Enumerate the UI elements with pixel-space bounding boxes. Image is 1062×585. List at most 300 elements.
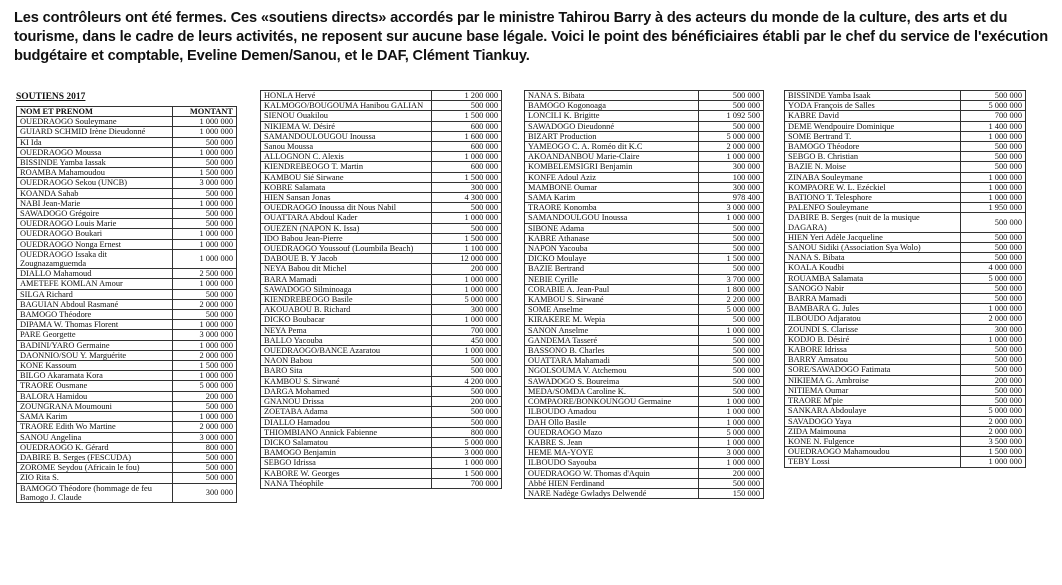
table-row (261, 244, 502, 254)
beneficiary-name: TRAORE Edith Wo Martine (17, 422, 173, 432)
table-row (785, 375, 1026, 385)
beneficiary-name: NAPON Yacouba (525, 244, 699, 254)
beneficiary-amount: 1 500 000 (432, 468, 502, 478)
beneficiary-name: SANOGO Nabir (785, 283, 961, 293)
beneficiary-name: OUEDRAOGO W. Thomas d'Aquin (525, 468, 699, 478)
beneficiary-amount: 4 300 000 (432, 193, 502, 203)
table-row (17, 320, 237, 330)
table-row (17, 442, 237, 452)
beneficiary-amount: 200 000 (173, 391, 237, 401)
beneficiary-name: KABRE David (785, 111, 961, 121)
beneficiary-name: ZOETABA Adama (261, 407, 432, 417)
beneficiary-amount: 1 000 000 (699, 458, 764, 468)
table-row (261, 315, 502, 325)
beneficiary-amount: 1 000 000 (960, 304, 1025, 314)
beneficiary-name: YAMEOGO C. A. Roméo dit K.C (525, 142, 699, 152)
beneficiary-amount: 450 000 (432, 335, 502, 345)
beneficiary-name: SANOU Sidiki (Association Sya Wolo) (785, 243, 961, 253)
beneficiary-amount: 1 000 000 (432, 152, 502, 162)
table-row (261, 376, 502, 386)
beneficiary-name: SAVADOGO Yaya (785, 416, 961, 426)
table-row (17, 483, 237, 502)
beneficiary-amount: 500 000 (432, 417, 502, 427)
beneficiary-amount: 1 800 000 (699, 284, 764, 294)
beneficiary-amount: 500 000 (960, 243, 1025, 253)
beneficiary-name: SANKARA Abdoulaye (785, 406, 961, 416)
beneficiary-amount: 500 000 (699, 244, 764, 254)
beneficiary-name: BATIONO T. Telesphore (785, 193, 961, 203)
beneficiary-amount: 500 000 (960, 345, 1025, 355)
table-row (525, 458, 764, 468)
table-row (785, 253, 1026, 263)
beneficiary-amount: 500 000 (432, 203, 502, 213)
beneficiary-name: OUEDRAOGO Mazo (525, 427, 699, 437)
beneficiary-name: HIEN Sansan Jonas (261, 193, 432, 203)
table-row (525, 417, 764, 427)
header-name: NOM ET PRENOM (17, 107, 173, 117)
beneficiaries-table-3 (524, 90, 764, 499)
beneficiary-amount: 600 000 (432, 162, 502, 172)
beneficiary-name: SAMANDOULOUGOU Inoussa (261, 131, 432, 141)
table-row (785, 142, 1026, 152)
beneficiary-name: DIPAMA W. Thomas Florent (17, 320, 173, 330)
table-row (525, 346, 764, 356)
table-row (17, 198, 237, 208)
beneficiary-name: TRAORE M'pie (785, 396, 961, 406)
table-row (525, 274, 764, 284)
beneficiary-amount: 800 000 (432, 427, 502, 437)
table-row (525, 407, 764, 417)
beneficiary-name: SILGA Richard (17, 289, 173, 299)
beneficiary-name: KOMPAORE W. L. Ezéckiel (785, 182, 961, 192)
beneficiary-name: DIALLO Mahamoud (17, 269, 173, 279)
beneficiary-amount: 4 000 000 (960, 263, 1025, 273)
beneficiary-amount: 300 000 (699, 182, 764, 192)
table-row (261, 468, 502, 478)
beneficiary-name: GNANOU Drissa (261, 397, 432, 407)
beneficiary-amount: 2 000 000 (960, 426, 1025, 436)
beneficiary-amount: 500 000 (173, 137, 237, 147)
table-row (17, 473, 237, 483)
beneficiary-name: BISSINDE Yamba Iassak (17, 158, 173, 168)
beneficiary-amount: 1 092 500 (699, 111, 764, 121)
beneficiary-name: KAMBOU S. Sirwané (525, 295, 699, 305)
beneficiary-name: OUEDRAOGO Souleymane (17, 117, 173, 127)
beneficiary-name: KI Ida (17, 137, 173, 147)
beneficiary-name: KOANDA Sahab (17, 188, 173, 198)
table-row (525, 193, 764, 203)
table-row (785, 101, 1026, 111)
beneficiary-amount: 500 000 (173, 188, 237, 198)
table-row (785, 457, 1026, 467)
table-row (261, 448, 502, 458)
table-row (785, 396, 1026, 406)
beneficiary-amount: 2 000 000 (173, 422, 237, 432)
beneficiary-name: DICKO Moulaye (525, 254, 699, 264)
beneficiary-amount: 500 000 (432, 101, 502, 111)
beneficiary-name: Abbé HIEN Ferdinand (525, 478, 699, 488)
table-row (525, 284, 764, 294)
table-row (261, 254, 502, 264)
beneficiary-amount: 300 000 (173, 483, 237, 502)
table-row (17, 209, 237, 219)
beneficiary-amount: 700 000 (432, 325, 502, 335)
beneficiary-amount: 2 000 000 (960, 314, 1025, 324)
beneficiary-name: DABOUE B. Y Jacob (261, 254, 432, 264)
beneficiary-amount: 5 000 000 (960, 406, 1025, 416)
table-row (17, 361, 237, 371)
beneficiary-amount: 500 000 (960, 152, 1025, 162)
beneficiary-amount: 300 000 (432, 305, 502, 315)
beneficiary-amount: 1 000 000 (960, 193, 1025, 203)
beneficiary-amount: 1 000 000 (173, 117, 237, 127)
beneficiary-name: SAMA Karim (17, 412, 173, 422)
table-row (525, 264, 764, 274)
table-row (785, 91, 1026, 101)
table-row (261, 325, 502, 335)
beneficiary-amount: 5 000 000 (699, 131, 764, 141)
beneficiary-name: SAMA Karim (525, 193, 699, 203)
beneficiary-amount: 1 000 000 (699, 213, 764, 223)
beneficiary-amount: 3 000 000 (173, 178, 237, 188)
beneficiaries-table-4 (784, 90, 1026, 468)
beneficiary-name: NEBIE Cyrille (525, 274, 699, 284)
table-row (525, 101, 764, 111)
beneficiary-name: KABRE Athanase (525, 233, 699, 243)
table-row (17, 279, 237, 289)
table-row (261, 91, 502, 101)
beneficiary-name: OUEDRAOGO Issaka dit Zougnazamguemda (17, 249, 173, 268)
table-row (17, 371, 237, 381)
beneficiary-name: OUEDRAOGO Inoussa dit Nous Nabil (261, 203, 432, 213)
table-row (525, 142, 764, 152)
beneficiary-name: DIALLO Hamadou (261, 417, 432, 427)
beneficiary-amount: 1 000 000 (432, 274, 502, 284)
table-row (785, 263, 1026, 273)
beneficiary-amount: 1 000 000 (699, 152, 764, 162)
beneficiary-name: KABORE Idrissa (785, 345, 961, 355)
beneficiary-name: SANOU Angelina (17, 432, 173, 442)
table-row (261, 356, 502, 366)
beneficiary-amount: 500 000 (960, 142, 1025, 152)
beneficiary-amount: 1 000 000 (699, 407, 764, 417)
header-amount: MONTANT (173, 107, 237, 117)
beneficiary-name: HONLA Hervé (261, 91, 432, 101)
table-row (525, 295, 764, 305)
beneficiary-amount: 1 000 000 (699, 325, 764, 335)
column-4 (784, 90, 1026, 468)
beneficiary-name: ALLOGNON C. Alexis (261, 152, 432, 162)
beneficiary-name: DAH Ollo Basile (525, 417, 699, 427)
table-row (785, 355, 1026, 365)
table-row (17, 299, 237, 309)
beneficiary-amount: 500 000 (173, 463, 237, 473)
table-row (525, 233, 764, 243)
beneficiary-amount: 5 000 000 (173, 381, 237, 391)
beneficiary-amount: 1 500 000 (432, 233, 502, 243)
beneficiary-name: Sanou Moussa (261, 142, 432, 152)
beneficiary-name: KAMBOU S. Sirwané (261, 376, 432, 386)
table-row (525, 131, 764, 141)
beneficiary-amount: 2 000 000 (699, 142, 764, 152)
beneficiary-name: SIENOU Ouakilou (261, 111, 432, 121)
table-row (261, 366, 502, 376)
beneficiary-amount: 300 000 (699, 162, 764, 172)
beneficiary-amount: 1 000 000 (699, 437, 764, 447)
table-row (261, 346, 502, 356)
beneficiary-name: ILBOUDO Amadou (525, 407, 699, 417)
table-row (785, 193, 1026, 203)
beneficiary-amount: 500 000 (960, 355, 1025, 365)
beneficiary-name: IDO Babou Jean-Pierre (261, 233, 432, 243)
beneficiary-name: BAMBARA G. Jules (785, 304, 961, 314)
beneficiary-amount: 500 000 (699, 386, 764, 396)
table-row (261, 213, 502, 223)
beneficiary-amount: 500 000 (960, 294, 1025, 304)
beneficiary-name: BALLO Yacouba (261, 335, 432, 345)
beneficiary-name: BAMOGO Kogonoaga (525, 101, 699, 111)
table-row (17, 401, 237, 411)
beneficiary-amount: 200 000 (960, 375, 1025, 385)
beneficiary-amount: 300 000 (960, 324, 1025, 334)
beneficiary-amount: 1 000 000 (432, 458, 502, 468)
beneficiary-amount: 1 500 000 (699, 254, 764, 264)
table-row (785, 162, 1026, 172)
beneficiaries-table-2 (260, 90, 502, 489)
beneficiary-amount: 500 000 (173, 401, 237, 411)
beneficiary-name: AKOUABOU B. Richard (261, 305, 432, 315)
table-row (785, 334, 1026, 344)
table-row (261, 223, 502, 233)
beneficiary-amount: 600 000 (432, 142, 502, 152)
beneficiary-name: NANA Théophile (261, 478, 432, 488)
table-row (525, 478, 764, 488)
beneficiary-name: TEBY Lossi (785, 457, 961, 467)
beneficiary-amount: 3 000 000 (173, 432, 237, 442)
table-row (785, 436, 1026, 446)
beneficiary-name: KAMBOU Sié Sirwane (261, 172, 432, 182)
beneficiary-amount: 1 000 000 (432, 213, 502, 223)
table-row (785, 345, 1026, 355)
beneficiary-name: ILBOUDO Sayouba (525, 458, 699, 468)
beneficiary-name: KOALA Koudbi (785, 263, 961, 273)
table-row (261, 193, 502, 203)
beneficiary-amount: 5 000 000 (960, 101, 1025, 111)
beneficiary-name: YODA François de Salles (785, 101, 961, 111)
beneficiary-name: BAMOGO Théodore (785, 142, 961, 152)
table-row (17, 188, 237, 198)
table-row (525, 213, 764, 223)
beneficiary-name: BIZART Production (525, 131, 699, 141)
beneficiary-amount: 500 000 (432, 223, 502, 233)
table-row (525, 162, 764, 172)
beneficiary-amount: 1 000 000 (960, 131, 1025, 141)
table-row (17, 168, 237, 178)
beneficiary-name: KIRAKERE M. Wepia (525, 315, 699, 325)
table-row (261, 121, 502, 131)
beneficiary-amount: 500 000 (173, 452, 237, 462)
beneficiary-name: SAWADOGO S. Boureima (525, 376, 699, 386)
section-heading: SOUTIENS 2017 (16, 92, 86, 102)
beneficiary-name: NAON Babou (261, 356, 432, 366)
beneficiary-amount: 1 600 000 (432, 131, 502, 141)
beneficiary-name: ROUAMBA Salamata (785, 273, 961, 283)
table-row (525, 172, 764, 182)
table-row (17, 310, 237, 320)
beneficiary-amount: 600 000 (432, 121, 502, 131)
table-row (261, 203, 502, 213)
table-row (261, 284, 502, 294)
beneficiary-amount: 3 000 000 (699, 203, 764, 213)
table-row (785, 447, 1026, 457)
table-row (525, 152, 764, 162)
beneficiary-amount: 500 000 (699, 346, 764, 356)
table-row (525, 437, 764, 447)
beneficiary-name: KONFE Adoul Aziz (525, 172, 699, 182)
table-row (525, 244, 764, 254)
beneficiary-name: NANA S. Bibata (525, 91, 699, 101)
table-row (17, 452, 237, 462)
beneficiary-name: SAWADOGO Silminoaga (261, 284, 432, 294)
beneficiary-name: GANDEMA Tasseré (525, 335, 699, 345)
table-row (261, 417, 502, 427)
table-row (261, 182, 502, 192)
table-row (17, 350, 237, 360)
beneficiary-amount: 3 000 000 (173, 330, 237, 340)
beneficiary-name: BAMOGO Théodore (hommage de feu Bamogo J. Claude (17, 483, 173, 502)
beneficiary-amount: 700 000 (432, 478, 502, 488)
table-row (525, 488, 764, 498)
beneficiary-name: AKOANDANBOU Marie-Claire (525, 152, 699, 162)
beneficiary-amount: 1 500 000 (432, 172, 502, 182)
table-row (261, 427, 502, 437)
table-row (525, 386, 764, 396)
beneficiary-name: OUEDRAOGO Mahamoudou (785, 447, 961, 457)
table-row (785, 294, 1026, 304)
beneficiary-amount: 500 000 (960, 283, 1025, 293)
beneficiary-name: BAMOGO Théodore (17, 310, 173, 320)
table-row (525, 325, 764, 335)
beneficiary-name: PARE Georgette (17, 330, 173, 340)
table-row (785, 283, 1026, 293)
beneficiary-amount: 800 000 (173, 442, 237, 452)
table-row (17, 249, 237, 268)
table-row (261, 335, 502, 345)
beneficiary-amount: 500 000 (173, 158, 237, 168)
beneficiary-name: ROAMBA Mahamoudou (17, 168, 173, 178)
beneficiary-name: OUATTARA Abdoul Kader (261, 213, 432, 223)
beneficiary-name: OUEDRAOGO Boukari (17, 229, 173, 239)
table-row (785, 365, 1026, 375)
beneficiary-name: KIENDREBEOGO T. Martin (261, 162, 432, 172)
table-row (17, 463, 237, 473)
beneficiary-name: BARRA Mamadi (785, 294, 961, 304)
table-row (785, 273, 1026, 283)
beneficiary-amount: 500 000 (960, 91, 1025, 101)
table-row (785, 111, 1026, 121)
beneficiary-name: BAGUIAN Abdoul Rasmané (17, 299, 173, 309)
table-row (525, 427, 764, 437)
table-row (785, 131, 1026, 141)
beneficiary-amount: 5 000 000 (432, 295, 502, 305)
beneficiary-amount: 5 000 000 (960, 273, 1025, 283)
beneficiary-amount: 500 000 (173, 219, 237, 229)
beneficiary-name: SAWADOGO Dieudonné (525, 121, 699, 131)
beneficiary-amount: 1 000 000 (173, 371, 237, 381)
beneficiary-amount: 500 000 (699, 366, 764, 376)
beneficiary-name: SORE/SAWADOGO Fatimata (785, 365, 961, 375)
beneficiary-amount: 1 000 000 (699, 417, 764, 427)
table-row (785, 314, 1026, 324)
beneficiary-amount: 978 400 (699, 193, 764, 203)
beneficiary-amount: 2 000 000 (173, 350, 237, 360)
beneficiary-name: SEBGO B. Christian (785, 152, 961, 162)
table-row (785, 232, 1026, 242)
table-row (17, 158, 237, 168)
table-row (261, 305, 502, 315)
table-row (525, 448, 764, 458)
beneficiary-name: NABI Jean-Marie (17, 198, 173, 208)
beneficiary-amount: 200 000 (699, 468, 764, 478)
beneficiary-amount: 500 000 (960, 385, 1025, 395)
beneficiary-name: DABIRE B. Serges (nuit de la musique DAGARA) (785, 213, 961, 232)
beneficiary-name: BARA Mamadi (261, 274, 432, 284)
beneficiary-amount: 1 500 000 (173, 361, 237, 371)
beneficiary-amount: 500 000 (699, 233, 764, 243)
beneficiary-amount: 500 000 (432, 356, 502, 366)
table-row (785, 182, 1026, 192)
table-row (785, 426, 1026, 436)
beneficiary-amount: 1 000 000 (960, 172, 1025, 182)
beneficiaries-table-1 (16, 106, 237, 503)
beneficiary-name: TRAORE Ousmane (17, 381, 173, 391)
beneficiary-name: NGOLSOUMA V. Atchemou (525, 366, 699, 376)
beneficiary-amount: 5 000 000 (432, 437, 502, 447)
table-row (261, 101, 502, 111)
beneficiary-amount: 1 000 000 (173, 127, 237, 137)
table-row (261, 407, 502, 417)
beneficiary-amount: 1 000 000 (173, 198, 237, 208)
beneficiary-name: THIOMBIANO Annick Fabienne (261, 427, 432, 437)
beneficiary-name: BISSINDE Yamba Isaak (785, 91, 961, 101)
beneficiary-name: KIENDREBEOGO Basile (261, 295, 432, 305)
beneficiary-amount: 500 000 (699, 91, 764, 101)
table-row (261, 162, 502, 172)
beneficiary-name: DICKO Boubacar (261, 315, 432, 325)
beneficiary-amount: 500 000 (173, 473, 237, 483)
table-header-row (17, 107, 237, 117)
beneficiary-amount: 1 000 000 (432, 346, 502, 356)
beneficiary-name: KABRE S. Jean (525, 437, 699, 447)
beneficiary-name: HEME MA-YOYE (525, 448, 699, 458)
table-row (17, 422, 237, 432)
beneficiary-name: NIKIEMA G. Ambroise (785, 375, 961, 385)
beneficiary-name: SOME Anselme (525, 305, 699, 315)
table-row (525, 376, 764, 386)
beneficiary-amount: 300 000 (432, 182, 502, 192)
column-2 (260, 90, 502, 489)
beneficiary-amount: 500 000 (960, 396, 1025, 406)
beneficiary-amount: 4 200 000 (432, 376, 502, 386)
beneficiary-name: TRAORE Konomba (525, 203, 699, 213)
beneficiary-name: KALMOGO/BOUGOUMA Hanibou GALIAN (261, 101, 432, 111)
table-row (17, 289, 237, 299)
table-row (525, 203, 764, 213)
beneficiary-amount: 1 500 000 (173, 168, 237, 178)
table-row (525, 315, 764, 325)
beneficiary-name: DABIRE B. Serges (FESCUDA) (17, 452, 173, 462)
beneficiary-amount: 100 000 (699, 172, 764, 182)
